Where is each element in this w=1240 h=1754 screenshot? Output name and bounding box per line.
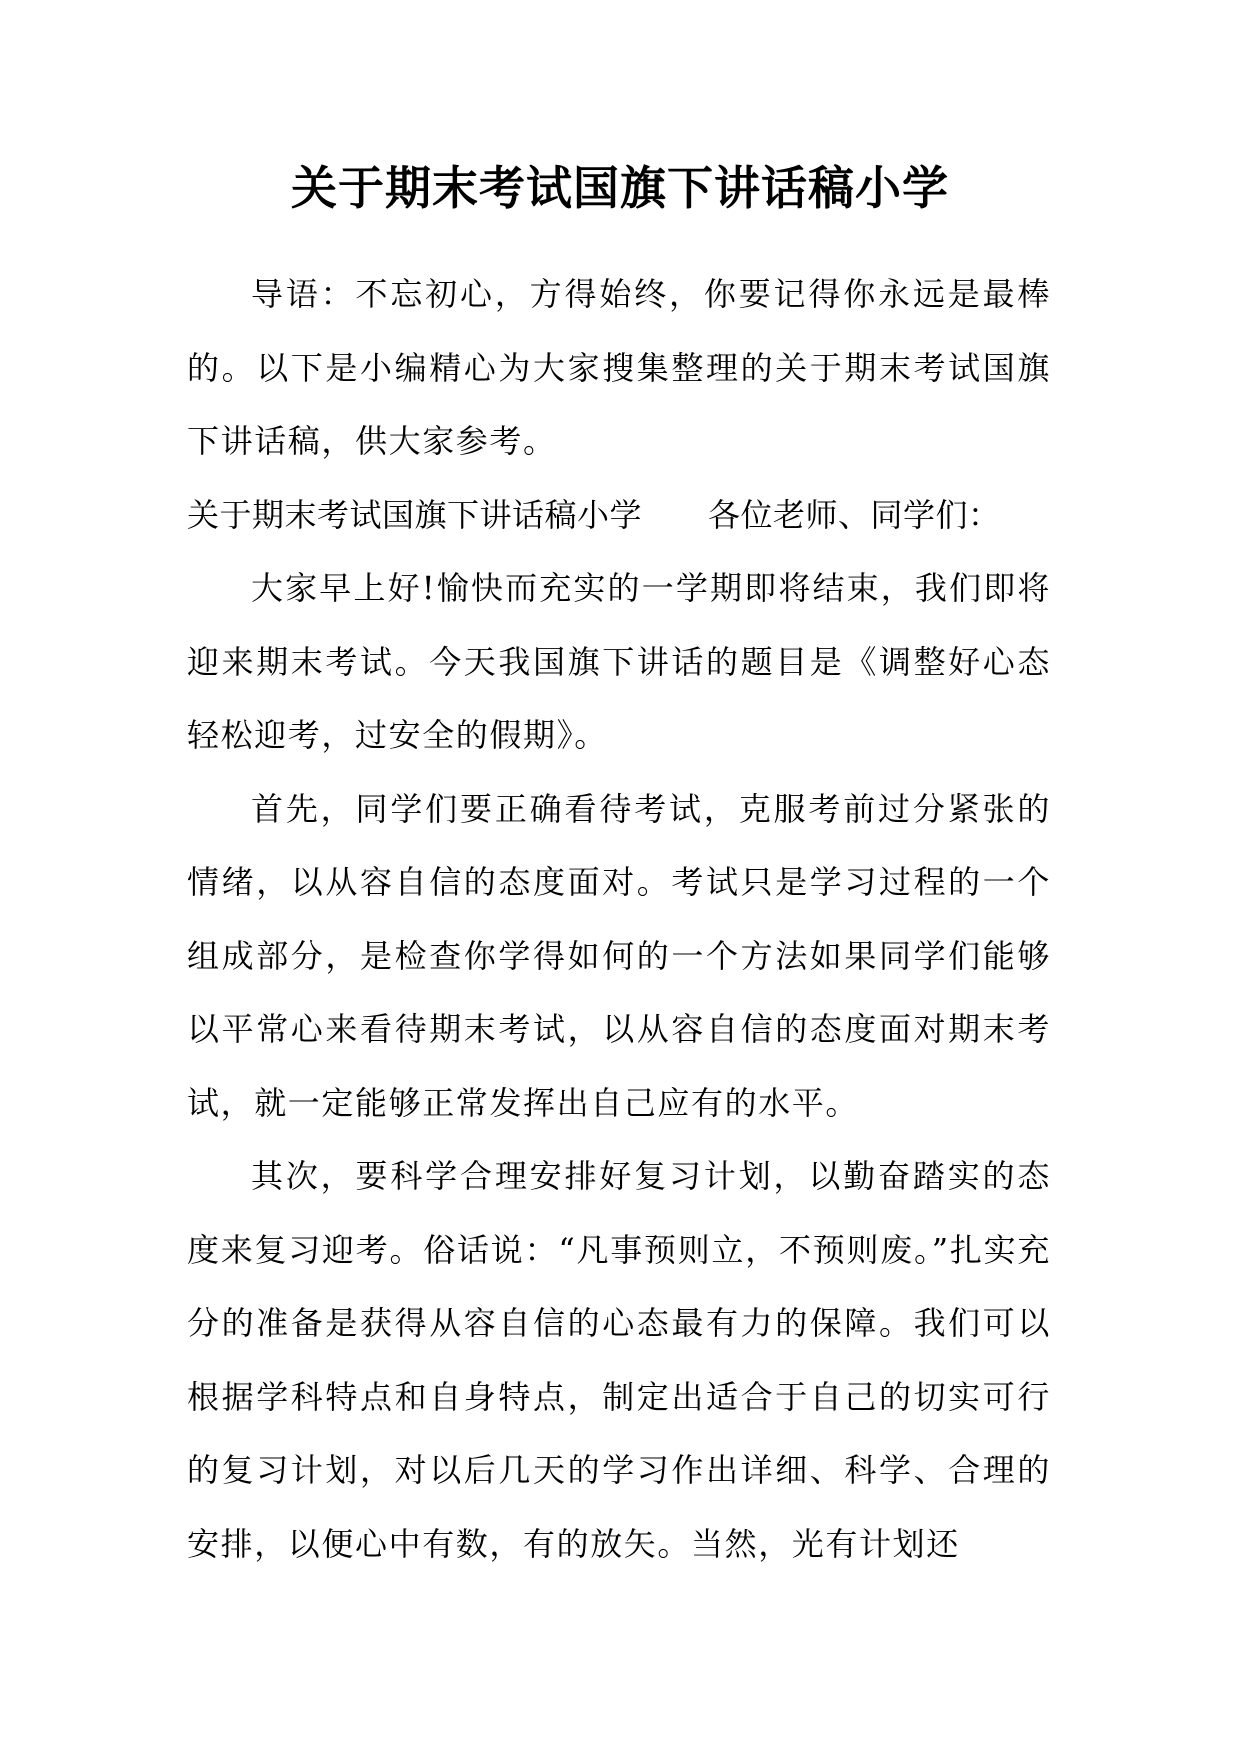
section-heading-line <box>187 479 1051 553</box>
document-title: 关于期末考试国旗下讲话稿小学 <box>291 161 949 215</box>
body-paragraph-1: 大家早上好!愉快而充实的一学期即将结束，我们即将迎来期末考试。今天我国旗下讲话的题目是《调整好心态轻松迎考，过安全的假期》。 <box>187 569 1051 754</box>
section-heading: 关于期末考试国旗下讲话稿小学 <box>187 495 643 534</box>
body-paragraph-3: 其次，要科学合理安排好复习计划，以勤奋踏实的态度来复习迎考。俗话说：“凡事预则立，不预则废。”扎实充分的准备是获得从容自信的心态最有力的保障。我们可以根据学科特点和自身特点，制定出适合于自己的切实可行的复习计划，对以后几天的学习作出详细、科学、合理的安排，以便心中有数，有的放矢。当然，光有计划还 <box>187 1157 1051 1563</box>
intro-paragraph: 导语：不忘初心，方得始终，你要记得你永远是最棒的。以下是小编精心为大家搜集整理的关于期末考试国旗下讲话稿，供大家参考。 <box>187 275 1051 460</box>
body-paragraph-2: 首先，同学们要正确看待考试，克服考前过分紧张的情绪，以从容自信的态度面对。考试只是学习过程的一个组成部分，是检查你学得如何的一个方法如果同学们能够以平常心来看待期末考试，以从容自信的态度面对期末考试，就一定能够正常发挥出自己应有的水平。 <box>187 789 1051 1122</box>
document-body <box>187 258 1051 1581</box>
salutation: 各位老师、同学们： <box>708 495 1001 534</box>
